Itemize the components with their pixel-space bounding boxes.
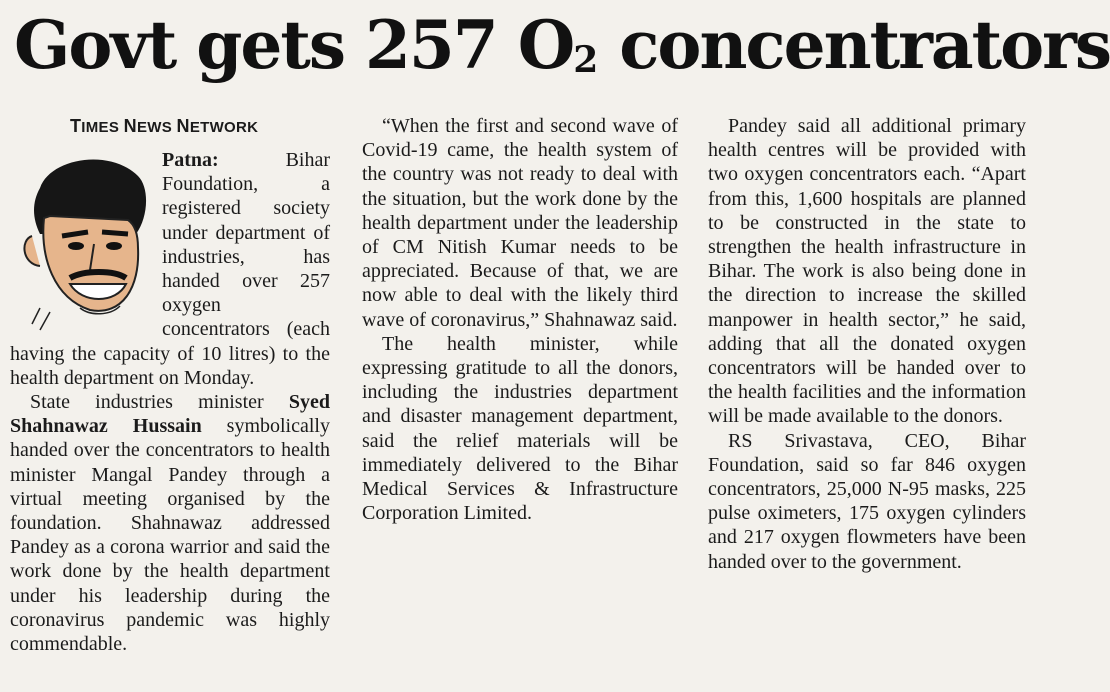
headline-pre: Govt gets 257 O [14, 6, 574, 84]
column-3 [708, 114, 1026, 574]
headline-post: concentrators [598, 6, 1110, 84]
dateline: Patna: [162, 149, 219, 171]
minister-name: Syed Shahnawaz Hussain [10, 391, 330, 438]
paragraph-6: RS Srivastava, CEO, Bihar Foundation, said so far 846 oxygen concentrators, 25,000 N-95 masks, 225 pulse oximeters, 175 oxygen cylinders and 217 oxygen flowmeters have been handed over to the government. [708, 429, 1026, 573]
headline-subscript: 2 [573, 39, 599, 81]
caricature-illustration [10, 148, 156, 332]
paragraph-3: “When the first and second wave of Covid-19 came, the health system of the country was not ready to deal with the situation, but the work done by the health department under the leadership of CM Nitish Kumar needs to be appreciated. Because of that, we are now able to deal with the likely third wave of coronavirus,” Shahnawaz said. [362, 115, 678, 331]
column-2 [362, 114, 678, 525]
column-1 [10, 114, 330, 656]
caricature-svg [10, 148, 156, 332]
headline [14, 2, 1110, 103]
byline: TIMES NEWS NETWORK [70, 116, 259, 136]
paragraph-2: State industries minister Syed Shahnawaz Hussain symbolically handed over the concentrators to health minister Mangal Pandey through a virtual meeting organised by the foundation. Shahnawaz addressed Pandey as a corona warrior and said the work done by the health department under his leadership during the coronavirus pandemic was highly commendable. [10, 391, 330, 656]
paragraph-4: The health minister, while expressing gratitude to all the donors, including the industries department and disaster management department, said the relief materials will be immediately delivered to the Bihar Medical Services & Infrastructure Corporation Limited. [362, 332, 678, 525]
paragraph-1: Bihar Foundation, a registered society under department of industries, has handed over 257 oxygen concentrators (each having the capacity of 10 litres) to the health department on Monday. [10, 149, 330, 389]
paragraph-5: Pandey said all additional primary health centres will be provided with two oxygen concentrators each. “Apart from this, 1,600 hospitals are planned to be constructed in the state to strengthen the health infrastructure in Bihar. The work is also being done in the direction to increase the skilled manpower in health sector,” he said, adding that all the donated oxygen concentrators will be handed over to the health facilities and the information will be made available to the donors. [708, 115, 1026, 428]
